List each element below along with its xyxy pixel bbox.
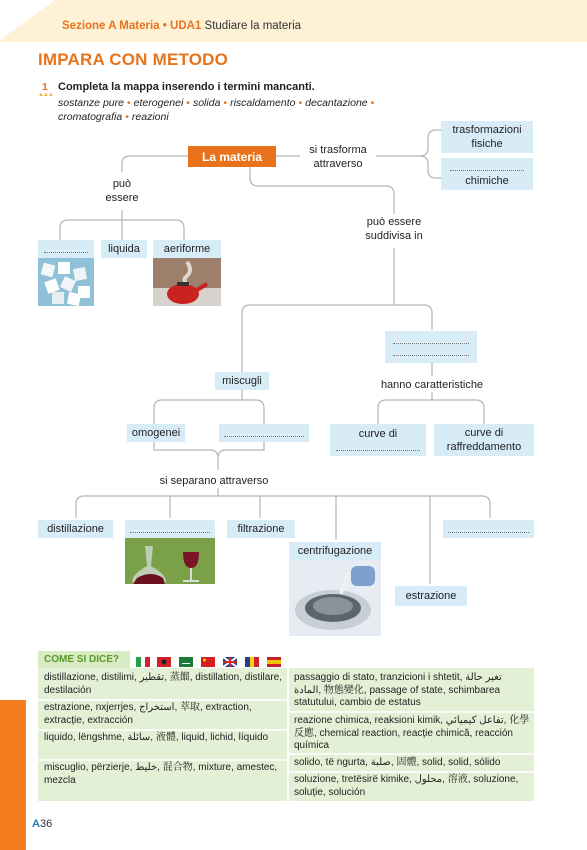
- distillation-node: distillazione: [38, 520, 113, 538]
- uk-flag-icon: [223, 654, 237, 664]
- glossary-entry: soluzione, tretësirë kimike, محلول, 溶液, soluzione, soluție, solución: [294, 774, 519, 798]
- page-number-value: 36: [39, 818, 53, 830]
- glossary-entry: distillazione, distilimi, تقطير, 蒸餾, distillation, distilare, destilación: [44, 672, 283, 696]
- heating-curve-label: curve di: [358, 428, 398, 440]
- exercise-instruction: Completa la mappa inserendo i termini mancanti.: [58, 81, 315, 93]
- chemical-transform-node: [441, 158, 533, 190]
- word: decantazione: [305, 97, 368, 109]
- glossary-entry: liquido, lëngshme, سائلة, 液體, liquid, lichid, líquido: [44, 732, 269, 743]
- mixtures-node: miscugli: [215, 372, 269, 390]
- answer-blank[interactable]: [448, 532, 529, 533]
- china-flag-icon: [201, 654, 215, 664]
- page-title: IMPARA CON METODO: [38, 50, 229, 69]
- word: solida: [192, 97, 221, 109]
- word: eterogenei: [133, 97, 184, 109]
- chemical-label: chimiche: [465, 175, 509, 187]
- romania-flag-icon: [245, 654, 259, 664]
- decanting-wine-image: [125, 538, 215, 584]
- answer-blank[interactable]: [44, 252, 88, 253]
- answer-blank[interactable]: [393, 343, 469, 344]
- exercise-number: 1: [42, 81, 48, 93]
- difficulty-icon: ▲▲▲: [38, 92, 53, 98]
- physical-transform-node: trasformazioni fisiche: [441, 121, 533, 153]
- features-label: hanno caratteristiche: [380, 379, 484, 391]
- heterogeneous-node: [219, 424, 309, 442]
- italy-flag-icon: [136, 654, 150, 664]
- albania-flag-icon: [157, 654, 171, 664]
- answer-blank[interactable]: [130, 532, 210, 533]
- glossary-table: [38, 668, 534, 801]
- sugar-cubes-image: [38, 258, 94, 306]
- pure-substances-node: [385, 331, 477, 363]
- root-node: La materia: [188, 146, 276, 167]
- unit-label: UDA1: [170, 20, 202, 32]
- heating-curve-node: [330, 424, 426, 456]
- answer-blank[interactable]: [224, 436, 304, 437]
- divided-into-label: può essere suddivisa in: [365, 216, 423, 242]
- glossary-entry: reazione chimica, reaksioni kimik, تفاعل كيميائي, 化學反應, chemical reaction, reacție chimică, reacción química: [294, 715, 530, 751]
- kettle-steam-image: [153, 258, 221, 306]
- come-si-dice-tab: COME SI DICE?: [38, 651, 130, 668]
- answer-blank[interactable]: [393, 355, 469, 356]
- breadcrumb-separator: •: [162, 20, 167, 32]
- gas-node: aeriforme: [153, 240, 221, 258]
- transforms-label: si trasforma attraverso: [309, 144, 367, 170]
- saudi-flag-icon: [179, 654, 193, 664]
- glossary-entry: miscuglio, përzierje, خليط, 混合物, mixture, amestec, mezcla: [44, 762, 278, 786]
- word: sostanze pure: [58, 97, 124, 109]
- homogeneous-node: omogenei: [127, 424, 185, 442]
- section-label: Sezione A Materia: [62, 20, 160, 32]
- filtration-node: filtrazione: [227, 520, 295, 538]
- glossary-entry: solido, të ngurta, صلبة, 固體, solid, solid, sólido: [294, 757, 501, 768]
- glossary-entry: passaggio di stato, tranzicioni i shtetit, تغير حالة المادة, 物態變化, passage of state, schimbarea statutului, cambio de estatus: [294, 672, 502, 708]
- centrifuge-image: [289, 560, 381, 636]
- unit-title: Studiare la materia: [204, 20, 302, 32]
- separated-label: si separano attraverso: [159, 475, 269, 487]
- page-letter: A: [32, 818, 40, 830]
- extraction-node: estrazione: [395, 586, 467, 606]
- spain-flag-icon: [267, 654, 281, 664]
- page-number: [32, 818, 52, 830]
- answer-blank[interactable]: [450, 170, 524, 171]
- word: reazioni: [131, 111, 169, 123]
- can-be-label: può essere: [105, 178, 139, 204]
- word: riscaldamento: [230, 97, 296, 109]
- answer-blank[interactable]: [336, 450, 420, 451]
- separation-blank-node: [125, 520, 215, 538]
- liquid-node: liquida: [101, 240, 147, 258]
- word-bank: sostanze pure • eterogenei • solida • riscaldamento • decantazione • cromatografia • reazioni: [58, 97, 375, 123]
- cooling-curve-node: curve di raffreddamento: [434, 424, 534, 456]
- separation-blank-node: [443, 520, 534, 538]
- glossary-entry: estrazione, nxjerrjes, استخراج, 萃取, extraction, extracție, extracción: [44, 702, 252, 726]
- state-blank-node: [38, 240, 94, 258]
- centrifugation-node: centrifugazione: [289, 542, 381, 560]
- word: cromatografia: [58, 111, 123, 123]
